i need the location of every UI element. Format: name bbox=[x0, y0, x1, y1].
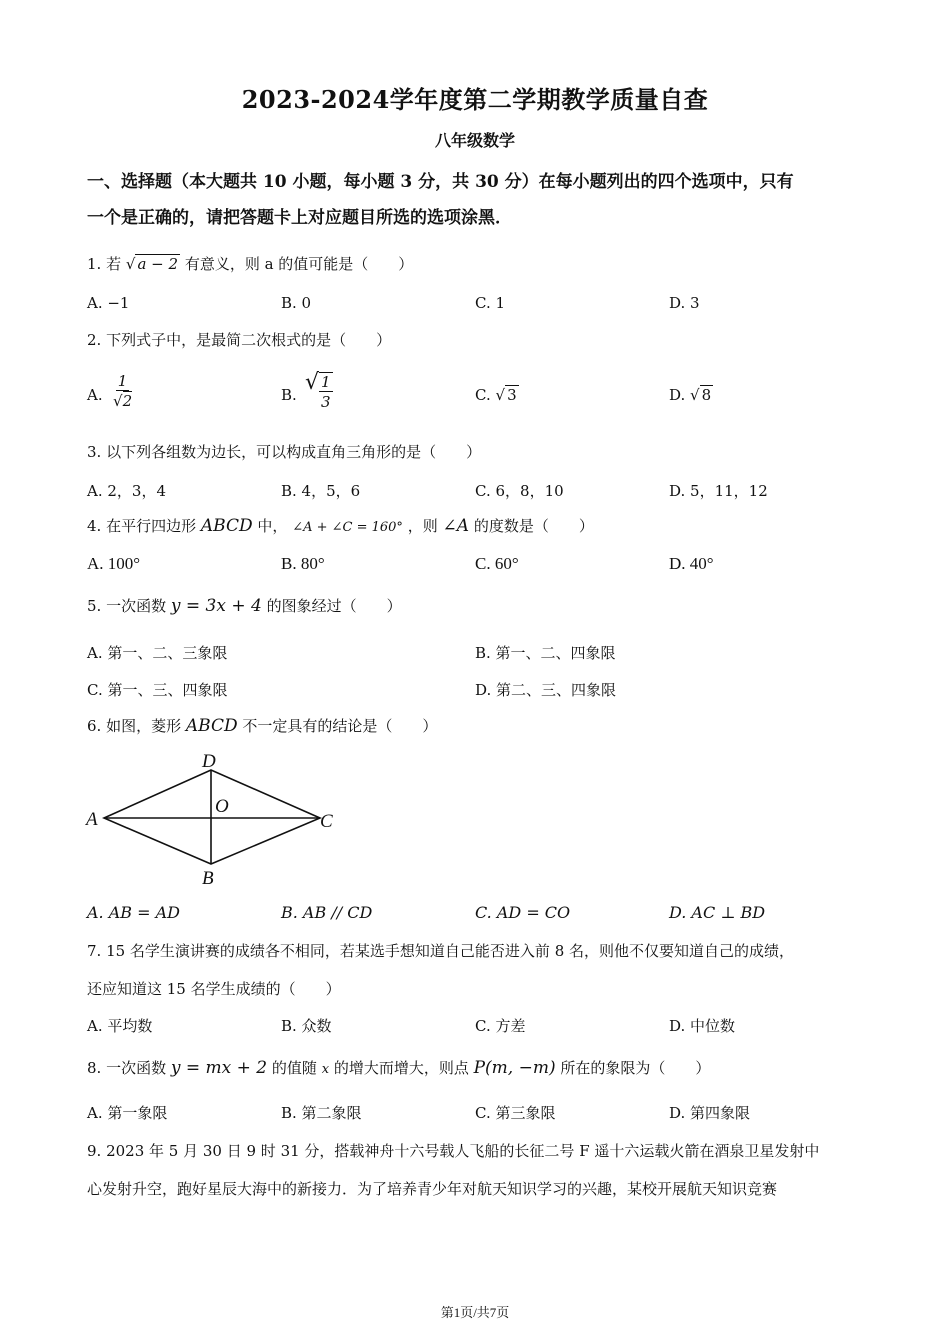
label-b: B bbox=[202, 868, 214, 889]
q4-option-d[interactable]: D. 40° bbox=[669, 554, 714, 573]
label-a: A bbox=[86, 809, 98, 830]
question-9 bbox=[87, 1132, 867, 1208]
q4-option-c[interactable]: C. 60° bbox=[475, 554, 519, 573]
q8-stem-c: 的增大而增大，则点 bbox=[333, 1059, 469, 1077]
question-8 bbox=[87, 1058, 867, 1080]
q8-function: y = mx + 2 bbox=[170, 1058, 268, 1078]
q2-option-d[interactable] bbox=[669, 386, 713, 404]
q8-stem-a: 8. 一次函数 bbox=[87, 1059, 167, 1077]
q1-option-c[interactable]: C. 1 bbox=[475, 294, 506, 312]
rhombus-outline bbox=[104, 770, 320, 864]
question-5 bbox=[87, 596, 867, 616]
q8-option-a[interactable]: A. 第一象限 bbox=[87, 1104, 168, 1122]
page-number: 第1页/共7页 bbox=[440, 1305, 510, 1320]
q4-shape: ABCD bbox=[200, 516, 253, 536]
q5-function: y = 3x + 4 bbox=[170, 596, 262, 616]
q1-option-b[interactable]: B. 0 bbox=[281, 294, 312, 312]
q8-point: P(m, −m) bbox=[473, 1058, 556, 1078]
q3-option-b[interactable]: B. 4，5，6 bbox=[281, 482, 361, 500]
q2-label-a: A. bbox=[87, 386, 103, 404]
q2-label-d: D. bbox=[669, 386, 686, 404]
q5-option-d[interactable]: D. 第二、三、四象限 bbox=[475, 681, 617, 699]
q4-option-b[interactable]: B. 80° bbox=[281, 554, 325, 573]
q4-stem-a: 4. 在平行四边形 bbox=[87, 517, 197, 535]
q5-option-b[interactable]: B. 第一、二、四象限 bbox=[475, 644, 616, 662]
question-3: 3. 以下列各组数为边长，可以构成直角三角形的是（ ） bbox=[87, 443, 482, 461]
q8-variable: x bbox=[321, 1062, 330, 1077]
rhombus-shape bbox=[104, 770, 320, 864]
q8-stem-b: 的值随 bbox=[271, 1059, 317, 1077]
q3-options bbox=[87, 480, 867, 502]
q2-label-c: C. bbox=[475, 386, 491, 404]
q2-b-fraction bbox=[319, 372, 333, 412]
q8-options bbox=[87, 1102, 867, 1124]
q1-option-a[interactable]: A. −1 bbox=[87, 294, 130, 312]
q8-option-d[interactable]: D. 第四象限 bbox=[669, 1104, 751, 1122]
label-c: C bbox=[320, 811, 333, 832]
q8-option-c[interactable]: C. 第三象限 bbox=[475, 1104, 556, 1122]
q5-stem-b: 的图象经过（ ） bbox=[266, 597, 402, 615]
q1-suffix: 有意义，则 a 的值可能是（ ） bbox=[184, 255, 414, 273]
label-d: D bbox=[202, 751, 216, 772]
q4-stem-b: 中， bbox=[257, 517, 288, 535]
q5-option-c[interactable]: C. 第一、三、四象限 bbox=[87, 681, 228, 699]
exam-subtitle: 八年级数学 bbox=[434, 131, 515, 150]
q3-option-d[interactable]: D. 5，11，12 bbox=[669, 482, 768, 500]
q1-prefix: 1. 若 bbox=[87, 255, 122, 273]
q6-stem-a: 6. 如图，菱形 bbox=[87, 717, 182, 735]
q4-stem-c: ，则 bbox=[407, 517, 438, 535]
q2-option-c[interactable] bbox=[475, 386, 519, 404]
q4-condition: ∠A + ∠C = 160° bbox=[292, 520, 403, 535]
q5-options-row1 bbox=[87, 642, 867, 664]
q7-line1: 7. 15 名学生演讲赛的成绩各不相同，若某选手想知道自己能否进入前 8 名，则他不仅要知道自己的成绩， bbox=[87, 942, 795, 960]
q2-d-rad: 8 bbox=[701, 386, 712, 404]
question-7 bbox=[87, 932, 867, 1008]
q7-option-c[interactable]: C. 方差 bbox=[475, 1017, 526, 1035]
q3-option-c[interactable]: C. 6，8，10 bbox=[475, 482, 564, 500]
question-2: 2. 下列式子中，是最简二次根式的是（ ） bbox=[87, 331, 392, 349]
q2-a-fraction bbox=[113, 372, 132, 411]
q2-options bbox=[87, 372, 867, 424]
q1-option-d[interactable]: D. 3 bbox=[669, 294, 700, 312]
q5-stem-a: 5. 一次函数 bbox=[87, 597, 167, 615]
q6-shape: ABCD bbox=[185, 716, 238, 736]
q2-b-root-sign: √ bbox=[305, 370, 320, 395]
q2-label-b: B. bbox=[281, 386, 297, 404]
q8-option-b[interactable]: B. 第二象限 bbox=[281, 1104, 362, 1122]
q4-options bbox=[87, 554, 867, 576]
q4-angle: ∠A bbox=[442, 516, 470, 536]
q6-option-d[interactable]: D. AC ⊥ BD bbox=[669, 903, 766, 922]
question-6 bbox=[87, 716, 867, 736]
q1-radicand: a − 2 bbox=[137, 255, 179, 273]
q9-line1: 9. 2023 年 5 月 30 日 9 时 31 分，搭载神舟十六号载人飞船的长征二号 F 遥十六运载火箭在酒泉卫星发射中 bbox=[87, 1142, 820, 1160]
q8-stem-d: 所在的象限为（ ） bbox=[560, 1059, 711, 1077]
q1-options bbox=[87, 294, 867, 316]
q2-b-num: 1 bbox=[321, 373, 331, 391]
q7-option-a[interactable]: A. 平均数 bbox=[87, 1017, 153, 1035]
exam-title: 2023-2024学年度第二学期教学质量自查 bbox=[241, 85, 709, 114]
question-1 bbox=[87, 254, 867, 274]
q2-a-den-rad: 2 bbox=[122, 392, 133, 410]
q7-options bbox=[87, 1015, 867, 1037]
q6-option-b[interactable]: B. AB // CD bbox=[281, 903, 373, 922]
q6-option-c[interactable]: C. AD = CO bbox=[475, 903, 571, 922]
q6-stem-b: 不一定具有的结论是（ ） bbox=[242, 717, 438, 735]
q2-option-a[interactable] bbox=[87, 372, 133, 410]
q5-option-a[interactable]: A. 第一、二、三象限 bbox=[87, 644, 228, 662]
q7-option-d[interactable]: D. 中位数 bbox=[669, 1017, 736, 1035]
q2-option-b[interactable] bbox=[281, 370, 331, 411]
q2-a-num: 1 bbox=[117, 372, 128, 390]
q4-stem-d: 的度数是（ ） bbox=[473, 517, 594, 535]
q6-options bbox=[87, 903, 867, 925]
q7-option-b[interactable]: B. 众数 bbox=[281, 1017, 332, 1035]
q2-b-den: 3 bbox=[321, 393, 331, 411]
section-heading bbox=[87, 164, 867, 236]
rhombus-figure bbox=[84, 748, 344, 890]
q2-a-den: √2 bbox=[113, 392, 133, 410]
q7-line2: 还应知道这 15 名学生成绩的（ ） bbox=[87, 980, 341, 998]
label-o: O bbox=[215, 796, 229, 817]
question-4 bbox=[87, 516, 867, 538]
q2-c-rad: 3 bbox=[507, 386, 517, 404]
q2-d-sqrt: √ 8 bbox=[690, 386, 712, 404]
q2-c-sqrt: √ 3 bbox=[495, 386, 517, 404]
q3-option-a[interactable]: A. 2，3，4 bbox=[87, 482, 166, 500]
q6-option-a[interactable]: A. AB = AD bbox=[87, 903, 180, 922]
q9-line2: 心发射升空，跑好星辰大海中的新接力．为了培养青少年对航天知识学习的兴趣，某校开展航天知识竞赛 bbox=[87, 1180, 778, 1198]
q5-options-row2 bbox=[87, 679, 867, 701]
q4-option-a[interactable]: A. 100° bbox=[87, 554, 141, 573]
q1-sqrt: √ a − 2 bbox=[125, 255, 179, 273]
section-heading-line1: 一、选择题（本大题共 10 小题，每小题 3 分，共 30 分）在每小题列出的四个选项中，只有 bbox=[87, 172, 794, 192]
section-heading-line2: 一个是正确的，请把答题卡上对应题目所选的选项涂黑． bbox=[87, 208, 512, 228]
